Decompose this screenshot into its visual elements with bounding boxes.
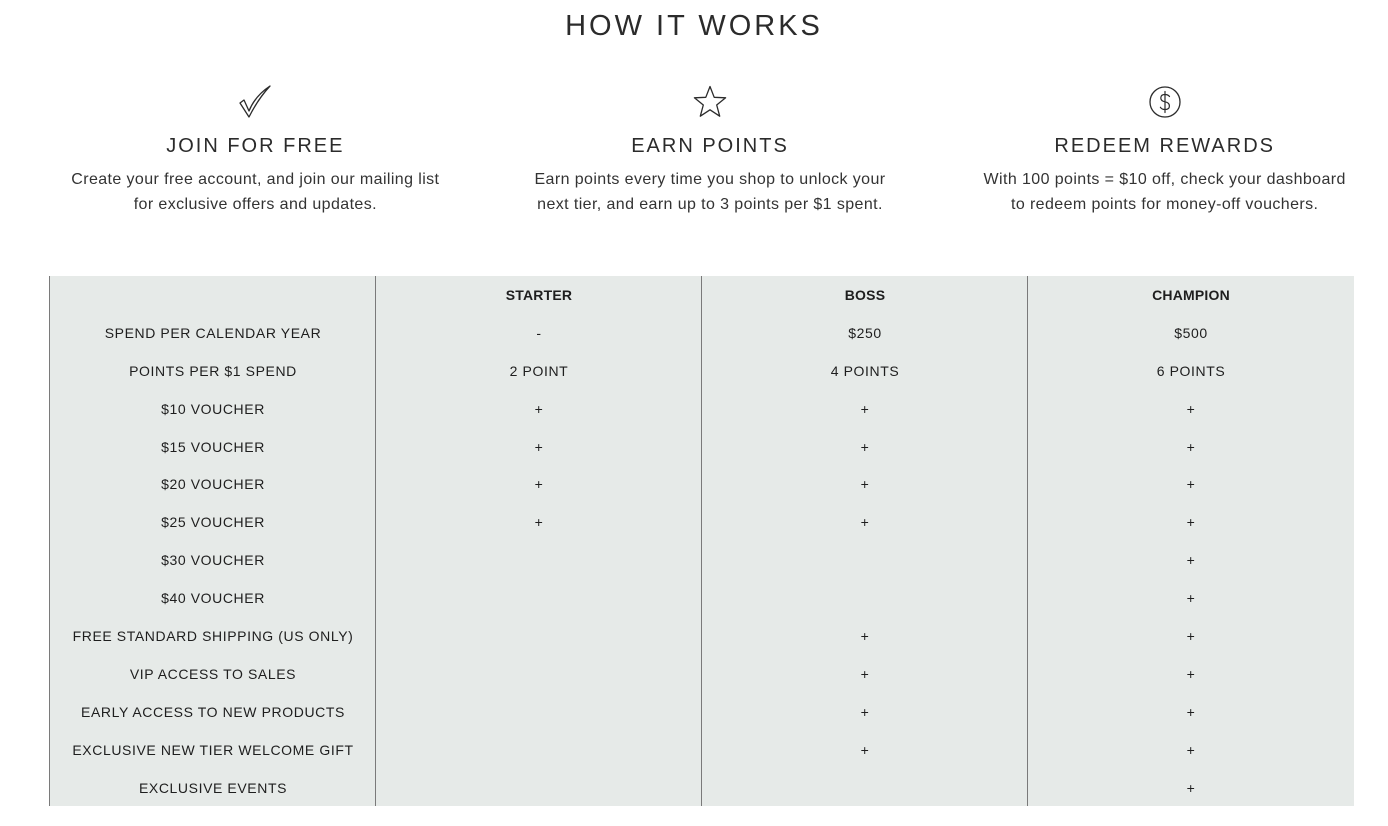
champion-value: 6 POINTS — [1156, 362, 1226, 379]
starter-value: - — [536, 324, 542, 341]
starter-value — [376, 769, 702, 807]
starter-value: + — [534, 400, 544, 417]
boss-value — [702, 769, 1028, 807]
feature-header — [50, 276, 376, 314]
tier-champion-header: CHAMPION — [1152, 286, 1230, 303]
boss-value — [702, 541, 1028, 579]
step-description — [937, 167, 1388, 217]
boss-value: + — [860, 400, 870, 417]
boss-value: + — [860, 627, 870, 644]
step-description-line: next tier, and earn up to 3 points per $1 spent. — [537, 196, 883, 213]
column-divider — [1027, 276, 1028, 806]
step-description — [483, 167, 938, 217]
champion-value: $500 — [1174, 324, 1208, 341]
feature-label: POINTS PER $1 SPEND — [129, 362, 297, 379]
step-title: JOIN FOR FREE — [166, 135, 345, 157]
step-description-line: for exclusive offers and updates. — [133, 196, 377, 213]
starter-value — [376, 655, 702, 693]
champion-value: + — [1186, 400, 1196, 417]
step-redeem — [937, 84, 1388, 217]
section-title: HOW IT WORKS — [565, 10, 823, 42]
feature-label: $15 VOUCHER — [161, 438, 265, 455]
step-description — [28, 167, 483, 217]
feature-label: $40 VOUCHER — [161, 590, 265, 607]
starter-value: 2 POINT — [509, 362, 569, 379]
checkmark-icon — [237, 84, 273, 120]
step-description-line: Earn points every time you shop to unlock your — [534, 171, 886, 188]
how-it-works-steps — [28, 84, 1388, 217]
champion-value: + — [1186, 741, 1196, 758]
feature-label: $10 VOUCHER — [161, 400, 265, 417]
boss-value: + — [860, 703, 870, 720]
step-join — [28, 84, 483, 217]
feature-label: EARLY ACCESS TO NEW PRODUCTS — [81, 703, 345, 720]
boss-value: + — [860, 514, 870, 531]
starter-value: + — [534, 514, 544, 531]
champion-value: + — [1186, 590, 1196, 607]
step-title: REDEEM REWARDS — [1054, 135, 1275, 157]
feature-label: EXCLUSIVE EVENTS — [138, 779, 288, 796]
tier-boss-header: BOSS — [844, 286, 886, 303]
feature-label: VIP ACCESS TO SALES — [129, 665, 297, 682]
starter-value — [376, 693, 702, 731]
column-divider — [701, 276, 702, 806]
feature-label: $20 VOUCHER — [161, 476, 265, 493]
boss-value: + — [860, 438, 870, 455]
boss-value: + — [860, 665, 870, 682]
boss-value: + — [860, 476, 870, 493]
champion-value: + — [1186, 438, 1196, 455]
step-description-line: Create your free account, and join our mailing list — [71, 171, 440, 188]
feature-label: EXCLUSIVE NEW TIER WELCOME GIFT — [72, 741, 354, 758]
tier-comparison-table — [49, 276, 1354, 806]
starter-value: + — [534, 476, 544, 493]
feature-label: FREE STANDARD SHIPPING (US ONLY) — [72, 627, 354, 644]
star-icon — [692, 84, 728, 120]
dollar-circle-icon — [1147, 84, 1183, 120]
starter-value — [376, 617, 702, 655]
feature-label: $25 VOUCHER — [161, 514, 265, 531]
tier-grid — [50, 276, 1354, 806]
column-divider — [375, 276, 376, 806]
step-description-line: to redeem points for money-off vouchers. — [1010, 196, 1319, 213]
step-description-line: With 100 points = $10 off, check your dashboard — [983, 171, 1346, 188]
step-earn — [483, 84, 938, 217]
starter-value — [376, 541, 702, 579]
champion-value: + — [1186, 779, 1196, 796]
champion-value: + — [1186, 552, 1196, 569]
starter-value — [376, 731, 702, 769]
starter-value — [376, 579, 702, 617]
tier-starter-header: STARTER — [505, 286, 573, 303]
champion-value: + — [1186, 627, 1196, 644]
champion-value: + — [1186, 476, 1196, 493]
boss-value — [702, 579, 1028, 617]
boss-value: $250 — [848, 324, 882, 341]
boss-value: 4 POINTS — [830, 362, 900, 379]
step-title: EARN POINTS — [631, 135, 789, 157]
champion-value: + — [1186, 665, 1196, 682]
boss-value: + — [860, 741, 870, 758]
starter-value: + — [534, 438, 544, 455]
feature-label: SPEND PER CALENDAR YEAR — [104, 324, 322, 341]
champion-value: + — [1186, 703, 1196, 720]
feature-label: $30 VOUCHER — [161, 552, 265, 569]
champion-value: + — [1186, 514, 1196, 531]
